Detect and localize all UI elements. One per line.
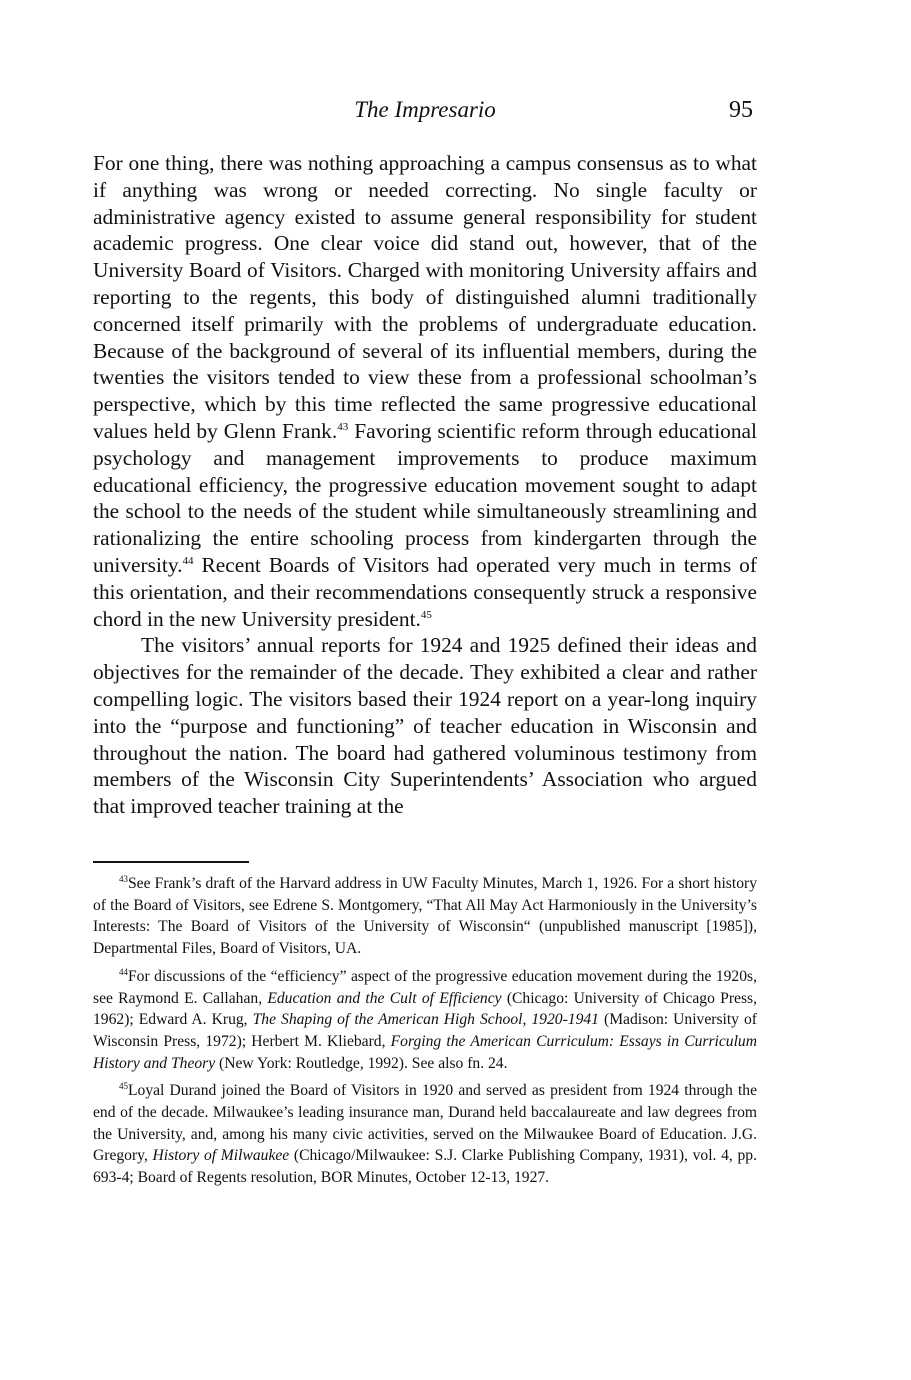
running-title: The Impresario	[354, 97, 496, 122]
paragraph-2-text: The visitors’ annual reports for 1924 and 1925 defined their ideas and objectives for the remainder of the decade. They exhibited a clear and rather compelling logic. The visitors based their 1924 report on a year-long inquiry into the “purpose and functioning” of teacher education in Wisconsin and throughout the nation. The board had gathered voluminous testimony from members of the Wisconsin City Superintendents’ Association who argued that improved teacher training at the	[93, 633, 757, 819]
footnote-43-text: See Frank’s draft of the Harvard address in UW Faculty Minutes, March 1, 1926. For a short history of the Board of Visitors, see Edrene S. Montgomery, “That All May Act Harmoniously in the University’s Interests: The Board of Visitors of the University of Wisconsin“ (unpublished manuscript [1985]), Departmental Files, Board of Visitors, UA.	[93, 875, 757, 958]
footnote-44	[93, 966, 757, 1075]
footnote-44-title-b: The Shaping of the American High School, 1920-1941	[252, 1011, 599, 1029]
footnote-44-text-d: (New York: Routledge, 1992). See also fn. 24.	[215, 1054, 508, 1072]
footnote-44-text-a: For discussions of the “efficiency” aspect of the progressive education movement during the 1920s, see Raymond E. Callahan,	[93, 967, 757, 1007]
footnote-44-text-c: (Madison: University of Wisconsin Press, 1972); Herbert M. Kliebard,	[93, 1011, 757, 1050]
footnote-ref-43: 43	[337, 420, 349, 433]
footnote-ref-45: 45	[420, 608, 432, 621]
page-number: 95	[729, 97, 753, 123]
footnote-43	[93, 873, 757, 960]
footnote-44-title-a: Education and the Cult of Efficiency	[267, 989, 502, 1007]
footnote-divider	[93, 861, 249, 863]
footnote-45-text-b: (Chicago/Milwaukee: S.J. Clarke Publishing Company, 1931), vol. 4, pp. 693-4; Board of Regents resolution, BOR Minutes, October 12-13, 1927.	[93, 1147, 758, 1187]
paragraph-1-text-a: For one thing, there was nothing approaching a campus consensus as to what if anything was wrong or needed correcting. No single faculty or administrative agency existed to assume general responsibility for student academic progress. One clear voice did stand out, however, that of the University Board of Visitors. Charged with monitoring University affairs and reporting to the regents, this body of distinguished alumni traditionally concerned itself primarily with the problems of undergraduate education. Because of the background of several of its influential members, during the twenties the visitors tended to view these from a professional schoolman’s perspective, which by this time reflected the same progressive educational values held by Glenn Frank.	[93, 151, 757, 443]
footnote-45-text-a: Loyal Durand joined the Board of Visitors in 1920 and served as president from 1924 through the end of the decade. Milwaukee’s leading insurance man, Durand held baccalaureate and law degrees from the University, and, among his many civic activities, served on the Milwaukee Board of Education. J.G. Gregory,	[93, 1082, 757, 1165]
paragraph-1-text-c: Recent Boards of Visitors had operated very much in terms of this orientation, and their recommendations consequently struck a responsive chord in the new University president.	[93, 552, 757, 631]
paragraph-1-text-b: Favoring scientific reform through educational psychology and management improvements to produce maximum educational efficiency, the progressive education movement sought to adapt the school to the needs of the student while simultaneously streamlining and rationalizing the entire schooling process from kindergarten through the university.	[93, 418, 757, 577]
paragraph-1	[93, 150, 757, 632]
footnote-44-title-c: Forging the American Curriculum: Essays in Curriculum History and Theory	[93, 1032, 757, 1072]
footnotes	[93, 873, 757, 1195]
paragraph-2	[93, 632, 757, 820]
footnote-43-number: 43	[119, 873, 128, 884]
body-text	[93, 150, 757, 820]
footnote-45	[93, 1080, 757, 1189]
footnote-45-number: 45	[119, 1081, 128, 1092]
footnote-44-number: 44	[119, 966, 128, 977]
footnote-ref-44: 44	[182, 554, 194, 567]
footnote-45-title-a: History of Milwaukee	[152, 1147, 290, 1165]
footnote-44-text-b: (Chicago: University of Chicago Press, 1962); Edward A. Krug,	[93, 989, 757, 1029]
running-head	[93, 92, 757, 128]
